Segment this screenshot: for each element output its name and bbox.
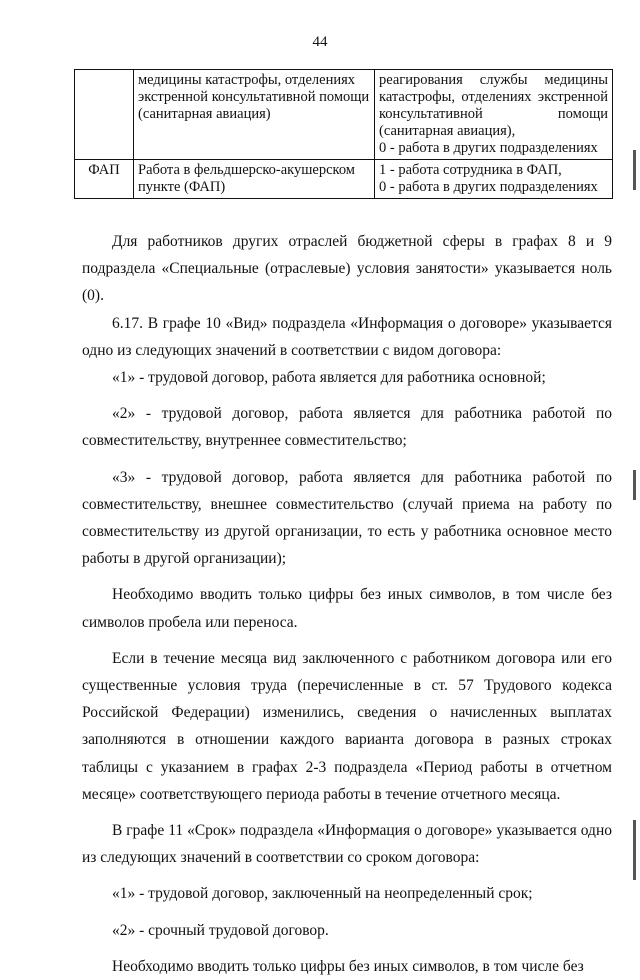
continuation-table [74,69,613,199]
paragraph: «2» - срочный трудовой договор. [112,921,329,939]
scan-edge-mark [633,150,636,190]
table-row [75,160,613,199]
scan-edge-mark [633,470,636,500]
page-number: 44 [312,34,328,50]
row-values [375,160,613,199]
value-line: 0 - работа в других подразделениях [379,140,598,156]
paragraph: Необходимо вводить только цифры без иных символов, в том числе без [112,957,584,975]
paragraph: 6.17. В графе 10 «Вид» подраздела «Информация о договоре» указывается одно из следующих значений в соответствии с видом договора: [82,314,612,359]
paragraph: «2» - трудовой договор, работа является для работника работой по совместительству, внутреннее совместительство; [82,405,612,450]
paragraph: Если в течение месяца вид заключенного с работником договора или его существенные условия труда (перечисленные в ст. 57 Трудового кодекса Российской Федерации) изменились, сведения о начисленных выплатах заполняются в отношении каждого варианта договора в разных строках таблицы с указанием в графах 2-3 подраздела «Период работы в отчетном месяце» соответствующего периода работы в течение отчетного месяца. [82,649,612,803]
paragraph: В графе 11 «Срок» подраздела «Информация о договоре» указывается одно из следующих значений в соответствии со сроком договора: [82,822,612,867]
paragraph: «1» - трудовой договор, заключенный на неопределенный срок; [112,885,533,903]
body-text [82,228,612,980]
value-line: 1 - работа сотрудника в ФАП, [379,162,562,178]
row-description: медицины катастрофы, отделениях экстренной консультативной помощи (санитарная авиация) [134,70,375,160]
paragraph: Необходимо вводить только цифры без иных символов, в том числе без символов пробела или переноса. [82,586,612,631]
paragraph: Для работников других отраслей бюджетной сферы в графах 8 и 9 подраздела «Специальные (отраслевые) условия занятости» указывается ноль (0). [82,233,612,305]
value-line: 0 - работа в других подразделениях [379,179,598,195]
row-code: ФАП [75,160,134,199]
scan-edge-mark [633,820,636,880]
paragraph: «1» - трудовой договор, работа является для работника основной; [112,369,546,387]
paragraph: «3» - трудовой договор, работа является для работника работой по совместительству, внешнее совместительство (случай приема на работу по совместительству из другой организации, то есть у работника основное место работы в другой организации); [82,468,612,568]
row-values [375,70,613,160]
table-row [75,70,613,160]
value-line: реагирования службы медицины катастрофы, отделениях экстренной консультативной помощи (санитарная авиация), [379,72,608,139]
row-code [75,70,134,160]
row-description: Работа в фельдшерско-акушерском пункте (ФАП) [134,160,375,199]
